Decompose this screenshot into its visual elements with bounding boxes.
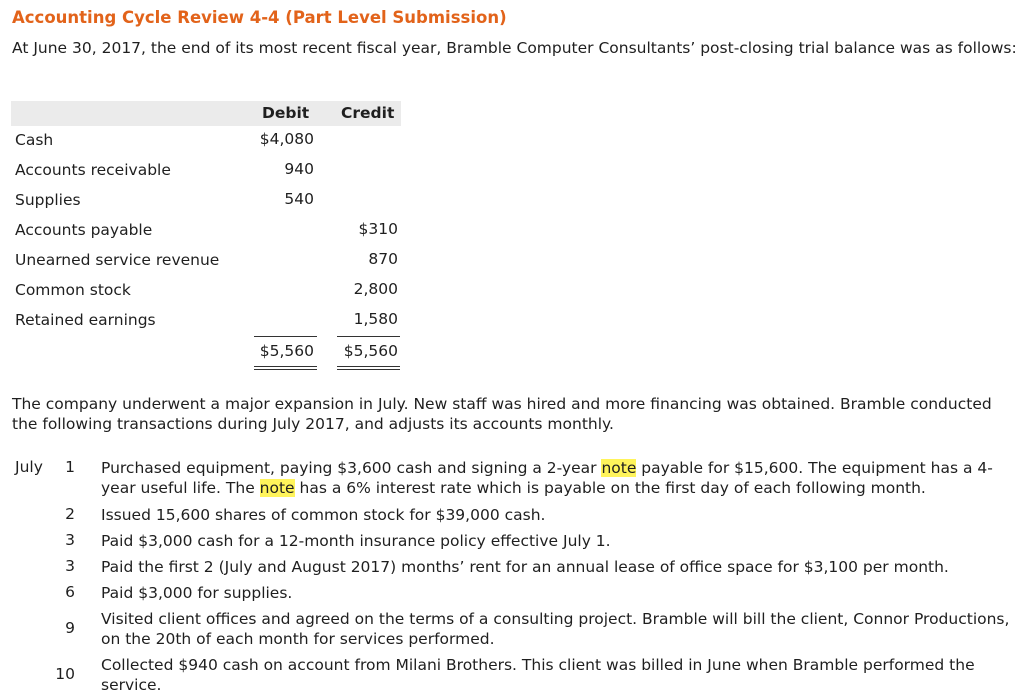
transaction-day: 3 <box>65 531 75 549</box>
transaction-day: 2 <box>65 505 75 523</box>
transaction-text-part: has a 6% interest rate which is payable on the first day of each following month. <box>294 479 926 497</box>
credit-total-rule-2 <box>337 369 400 370</box>
debit-total-rule-2 <box>254 369 317 370</box>
transaction-text: Issued 15,600 shares of common stock for $39,000 cash. <box>101 506 546 524</box>
account-unearned-service-revenue: Unearned service revenue <box>15 251 220 269</box>
highlighted-term: note <box>259 479 295 497</box>
transaction-text <box>101 458 1021 498</box>
account-common-stock: Common stock <box>15 281 131 299</box>
debit-total-rule-1 <box>254 366 317 367</box>
transaction-day: 10 <box>55 665 75 683</box>
transaction-text-part: payable for $15,600. The equipment has a 4-year useful life. The <box>101 459 993 497</box>
transaction-day: 3 <box>65 557 75 575</box>
intro-text: At June 30, 2017, the end of its most recent fiscal year, Bramble Computer Consultants’ post-closing trial balance was as follows: <box>12 39 1017 57</box>
total-credit: $5,560 <box>343 342 398 360</box>
credit-header: Credit <box>341 104 395 122</box>
transaction-text: Paid $3,000 for supplies. <box>101 584 293 602</box>
credit-unearned-service-revenue: 870 <box>368 250 398 268</box>
account-cash: Cash <box>15 131 54 149</box>
credit-common-stock: 2,800 <box>353 280 398 298</box>
account-supplies: Supplies <box>15 191 81 209</box>
debit-subtotal-rule <box>254 336 317 337</box>
transaction-day: 6 <box>65 583 75 601</box>
account-accounts-payable: Accounts payable <box>15 221 153 239</box>
credit-subtotal-rule <box>337 336 400 337</box>
transaction-day: 1 <box>65 458 75 476</box>
transaction-text: Paid $3,000 cash for a 12-month insurance policy effective July 1. <box>101 532 611 550</box>
account-accounts-receivable: Accounts receivable <box>15 161 171 179</box>
transaction-day: 9 <box>65 619 75 637</box>
credit-total-rule-1 <box>337 366 400 367</box>
transaction-month: July <box>15 458 43 476</box>
expansion-paragraph: The company underwent a major expansion in July. New staff was hired and more financing was obtained. Bramble conducted the following transactions during July 2017, and adjusts its accounts monthly. <box>12 395 992 433</box>
debit-supplies: 540 <box>284 190 314 208</box>
credit-accounts-payable: $310 <box>358 220 398 238</box>
credit-retained-earnings: 1,580 <box>353 310 398 328</box>
page-title: Accounting Cycle Review 4-4 (Part Level Submission) <box>12 8 507 27</box>
account-retained-earnings: Retained earnings <box>15 311 156 329</box>
highlighted-term: note <box>601 459 637 477</box>
debit-accounts-receivable: 940 <box>284 160 314 178</box>
transaction-text: Visited client offices and agreed on the terms of a consulting project. Bramble will bill the client, Connor Productions, on the 20th of each month for services performed. <box>101 610 1010 648</box>
total-debit: $5,560 <box>259 342 314 360</box>
transaction-text: Paid the first 2 (July and August 2017) months’ rent for an annual lease of office space for $3,100 per month. <box>101 558 949 576</box>
debit-cash: $4,080 <box>259 130 314 148</box>
transaction-text: Collected $940 cash on account from Milani Brothers. This client was billed in June when Bramble performed the service. <box>101 656 975 694</box>
debit-header: Debit <box>262 104 310 122</box>
transaction-text-part: Purchased equipment, paying $3,600 cash and signing a 2-year <box>101 459 602 477</box>
